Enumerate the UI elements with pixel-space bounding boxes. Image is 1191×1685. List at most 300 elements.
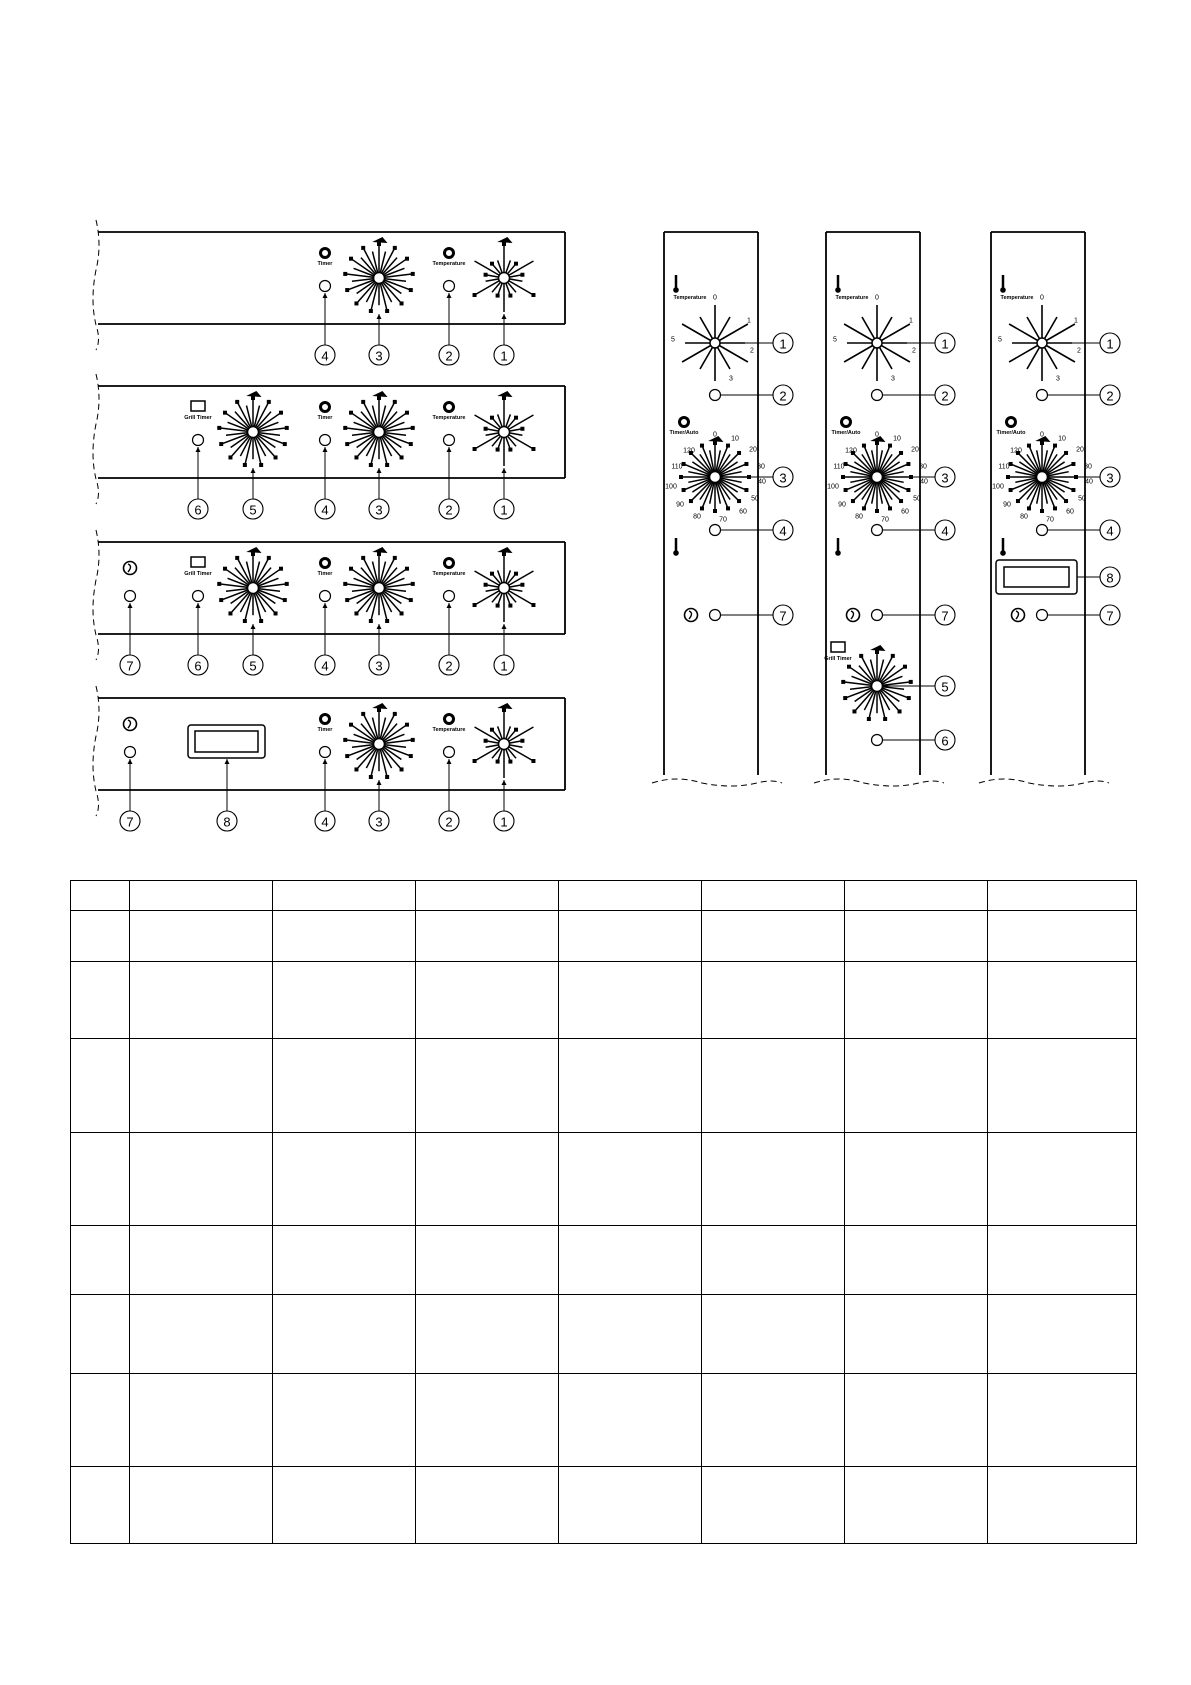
- table-cell: [130, 962, 273, 1039]
- temperature-scale-label: 1: [1074, 317, 1078, 325]
- table-cell: [559, 1295, 702, 1374]
- svg-text:3: 3: [779, 470, 787, 486]
- timer-indicator: [872, 525, 883, 536]
- svg-text:1: 1: [500, 658, 508, 674]
- callout-3: [369, 345, 389, 365]
- temperature-knob: [833, 295, 916, 383]
- callout-2: [439, 655, 459, 675]
- timer-knob: [343, 703, 415, 779]
- temperature-scale-label: 0: [713, 294, 717, 302]
- table-row: [71, 1133, 1137, 1226]
- svg-text:2: 2: [445, 348, 453, 364]
- table-cell: [273, 881, 416, 911]
- grill-timer-indicator: [193, 435, 204, 446]
- leader-arrow: [196, 603, 201, 608]
- svg-text:6: 6: [194, 658, 202, 674]
- callout-1: [935, 333, 955, 353]
- temperature-icon: [433, 401, 466, 421]
- grill-timer-indicator: [872, 735, 883, 746]
- timer-scale-label: 20: [911, 446, 919, 454]
- timer-indicator: [1037, 525, 1048, 536]
- temperature-indicator: [444, 591, 455, 602]
- table-row: [71, 1226, 1137, 1295]
- svg-text:4: 4: [321, 658, 329, 674]
- svg-text:7: 7: [941, 608, 949, 624]
- table-cell: [559, 1467, 702, 1544]
- timer-indicator: [320, 435, 331, 446]
- svg-text:7: 7: [126, 658, 134, 674]
- timer-icon: [318, 713, 334, 733]
- table-cell: [416, 1133, 559, 1226]
- callout-2: [439, 499, 459, 519]
- table-cell: [71, 1226, 130, 1295]
- table-cell: [273, 1295, 416, 1374]
- leader-arrow: [377, 780, 382, 785]
- table-cell: [559, 962, 702, 1039]
- table-cell: [845, 962, 988, 1039]
- leader-arrow: [225, 759, 230, 764]
- table-cell: [130, 1039, 273, 1133]
- temperature-scale-label: 5: [998, 336, 1002, 344]
- callout-7: [773, 605, 793, 625]
- table-cell: [130, 1133, 273, 1226]
- timer-scale-label: 110: [671, 463, 683, 471]
- timer-scale-label: 120: [683, 447, 695, 455]
- svg-text:Temperature: Temperature: [1000, 295, 1034, 301]
- timer-scale-label: 60: [1066, 508, 1074, 516]
- table-cell: [273, 911, 416, 962]
- temperature-knob: [473, 391, 536, 466]
- table-cell: [559, 1374, 702, 1467]
- timer-scale-label: 10: [1058, 435, 1066, 443]
- leader-arrow: [251, 468, 256, 473]
- svg-text:1: 1: [500, 348, 508, 364]
- svg-text:4: 4: [941, 523, 949, 539]
- timer-scale-label: 0: [1040, 431, 1044, 439]
- timer-scale-label: 80: [855, 513, 863, 521]
- leader-arrow: [502, 624, 507, 629]
- table-cell: [559, 1133, 702, 1226]
- temperature-scale-label: 5: [671, 336, 675, 344]
- fan-indicator: [125, 591, 136, 602]
- callout-8: [1100, 567, 1120, 587]
- specification-table: [70, 880, 1137, 1544]
- timer-scale-label: 90: [1003, 501, 1011, 509]
- temperature-scale-label: 3: [1056, 375, 1060, 383]
- svg-text:Temperature: Temperature: [835, 295, 869, 301]
- timer-scale-label: 100: [992, 483, 1004, 491]
- temperature-indicator: [1037, 390, 1048, 401]
- callout-4: [315, 655, 335, 675]
- svg-text:2: 2: [779, 388, 787, 404]
- table-cell: [702, 1039, 845, 1133]
- table-cell: [559, 1039, 702, 1133]
- table-cell: [416, 911, 559, 962]
- table-cell: [71, 962, 130, 1039]
- temperature-scale-label: 2: [1077, 347, 1081, 355]
- timer-scale-label: 0: [713, 431, 717, 439]
- timer-scale-label: 50: [1078, 495, 1086, 503]
- table-cell: [416, 1374, 559, 1467]
- table-row: [71, 911, 1137, 962]
- timer-scale-label: 110: [833, 463, 845, 471]
- svg-text:3: 3: [941, 470, 949, 486]
- thermometer-icon: [1000, 538, 1006, 556]
- svg-text:Grill Timer: Grill Timer: [824, 656, 852, 662]
- timer-scale-label: 60: [901, 508, 909, 516]
- thermometer-icon: [673, 538, 679, 556]
- svg-text:Timer/Auto: Timer/Auto: [669, 430, 699, 436]
- horizontal-panels: [93, 220, 565, 831]
- table-cell: [845, 1039, 988, 1133]
- fan-icon: [685, 609, 698, 622]
- svg-text:7: 7: [779, 608, 787, 624]
- svg-text:Timer: Timer: [317, 261, 333, 267]
- panel-1: [93, 220, 565, 365]
- table-cell: [71, 1467, 130, 1544]
- callout-5: [243, 499, 263, 519]
- svg-text:5: 5: [249, 502, 257, 518]
- table-cell: [845, 1374, 988, 1467]
- callout-3: [773, 467, 793, 487]
- table-cell: [988, 1467, 1137, 1544]
- table-cell: [71, 1295, 130, 1374]
- leader-arrow: [323, 447, 328, 452]
- leader-arrow: [251, 624, 256, 629]
- callout-7: [1100, 605, 1120, 625]
- table-cell: [988, 881, 1137, 911]
- svg-text:4: 4: [779, 523, 787, 539]
- callout-2: [439, 345, 459, 365]
- leader-arrow: [447, 759, 452, 764]
- svg-text:Temperature: Temperature: [432, 261, 466, 267]
- table-cell: [559, 911, 702, 962]
- svg-text:8: 8: [1106, 570, 1114, 586]
- svg-text:7: 7: [1106, 608, 1114, 624]
- table-cell: [130, 881, 273, 911]
- timer-scale-label: 100: [665, 483, 677, 491]
- grill-timer-knob: [217, 547, 289, 623]
- fan-icon: [124, 562, 137, 575]
- callout-5: [935, 676, 955, 696]
- svg-text:1: 1: [779, 336, 787, 352]
- timer-scale-label: 80: [693, 513, 701, 521]
- timer-scale-label: 70: [881, 516, 889, 524]
- table-cell: [273, 1133, 416, 1226]
- callout-1: [494, 499, 514, 519]
- svg-text:Temperature: Temperature: [673, 295, 707, 301]
- callout-7: [935, 605, 955, 625]
- table-cell: [988, 911, 1137, 962]
- svg-text:Grill Timer: Grill Timer: [184, 415, 212, 421]
- table-cell: [273, 1039, 416, 1133]
- table-cell: [71, 881, 130, 911]
- temperature-scale-label: 5: [833, 336, 837, 344]
- timer-scale-label: 10: [893, 435, 901, 443]
- leader-arrow: [323, 603, 328, 608]
- callout-2: [439, 811, 459, 831]
- grill-timer-indicator: [193, 591, 204, 602]
- callout-3: [1100, 467, 1120, 487]
- leader-arrow: [323, 759, 328, 764]
- callout-2: [773, 385, 793, 405]
- callout-6: [188, 655, 208, 675]
- table-cell: [130, 1374, 273, 1467]
- svg-text:1: 1: [500, 814, 508, 830]
- vpanel-1: [652, 232, 793, 786]
- leader-arrow: [502, 780, 507, 785]
- table-cell: [988, 1226, 1137, 1295]
- grill-timer-icon: [184, 401, 212, 421]
- fan-indicator: [710, 610, 721, 621]
- svg-text:4: 4: [321, 814, 329, 830]
- callout-3: [935, 467, 955, 487]
- svg-text:7: 7: [126, 814, 134, 830]
- table-row: [71, 1374, 1137, 1467]
- svg-text:3: 3: [1106, 470, 1114, 486]
- temperature-knob: [473, 547, 536, 622]
- svg-text:Timer: Timer: [317, 727, 333, 733]
- svg-text:2: 2: [445, 658, 453, 674]
- timer-scale-label: 20: [749, 446, 757, 454]
- svg-text:5: 5: [941, 679, 949, 695]
- table-cell: [416, 1226, 559, 1295]
- callout-3: [369, 811, 389, 831]
- svg-text:Temperature: Temperature: [432, 727, 466, 733]
- timer-icon: [670, 416, 700, 436]
- thermometer-icon: [835, 538, 841, 556]
- timer-scale-label: 30: [757, 463, 765, 471]
- leader-arrow: [128, 759, 133, 764]
- leader-arrow: [447, 293, 452, 298]
- leader-arrow: [196, 447, 201, 452]
- timer-scale-label: 90: [838, 501, 846, 509]
- callout-1: [494, 655, 514, 675]
- callout-4: [773, 520, 793, 540]
- svg-text:Timer: Timer: [317, 571, 333, 577]
- grill-timer-icon: [184, 557, 212, 577]
- temperature-scale-label: 3: [729, 375, 733, 383]
- table-cell: [273, 962, 416, 1039]
- temperature-scale-label: 3: [891, 375, 895, 383]
- timer-icon: [318, 557, 334, 577]
- timer-indicator: [320, 281, 331, 292]
- callout-1: [494, 345, 514, 365]
- table-cell: [702, 911, 845, 962]
- svg-text:2: 2: [941, 388, 949, 404]
- callout-4: [315, 811, 335, 831]
- fan-icon: [124, 718, 137, 731]
- table-cell: [988, 1374, 1137, 1467]
- table-cell: [416, 1295, 559, 1374]
- fan-icon: [1012, 609, 1025, 622]
- temperature-knob: [998, 295, 1081, 383]
- table-cell: [71, 1133, 130, 1226]
- table-cell: [702, 1467, 845, 1544]
- timer-scale-label: 80: [1020, 513, 1028, 521]
- svg-text:4: 4: [321, 348, 329, 364]
- table-cell: [845, 1467, 988, 1544]
- timer-knob: [343, 547, 415, 623]
- svg-text:3: 3: [375, 348, 383, 364]
- svg-text:4: 4: [321, 502, 329, 518]
- svg-text:Temperature: Temperature: [432, 415, 466, 421]
- table-cell: [845, 1133, 988, 1226]
- svg-text:Timer: Timer: [317, 415, 333, 421]
- table-cell: [559, 1226, 702, 1295]
- callout-1: [1100, 333, 1120, 353]
- callout-4: [935, 520, 955, 540]
- leader-arrow: [377, 468, 382, 473]
- vpanel-2: [814, 232, 955, 786]
- svg-text:6: 6: [941, 733, 949, 749]
- callout-7: [120, 811, 140, 831]
- table-cell: [273, 1467, 416, 1544]
- temperature-scale-label: 0: [1040, 294, 1044, 302]
- table-cell: [988, 1133, 1137, 1226]
- temperature-knob: [473, 237, 536, 312]
- table-row: [71, 1467, 1137, 1544]
- timer-scale-label: 90: [676, 501, 684, 509]
- temperature-indicator: [444, 281, 455, 292]
- table-cell: [273, 1226, 416, 1295]
- grill-timer-icon: [824, 642, 852, 662]
- callout-4: [315, 499, 335, 519]
- leader-arrow: [128, 603, 133, 608]
- leader-arrow: [377, 624, 382, 629]
- timer-scale-label: 50: [913, 495, 921, 503]
- table-cell: [71, 1374, 130, 1467]
- callout-4: [315, 345, 335, 365]
- timer-scale-label: 40: [1085, 478, 1093, 486]
- temperature-knob: [671, 295, 754, 383]
- vertical-panels: [652, 232, 1120, 786]
- svg-text:4: 4: [1106, 523, 1114, 539]
- timer-scale-label: 40: [920, 478, 928, 486]
- svg-text:Timer/Auto: Timer/Auto: [996, 430, 1026, 436]
- timer-icon: [318, 401, 334, 421]
- table-cell: [845, 911, 988, 962]
- grill-timer-knob: [217, 391, 289, 467]
- timer-scale-label: 120: [1010, 447, 1022, 455]
- temperature-scale-label: 2: [912, 347, 916, 355]
- svg-text:1: 1: [1106, 336, 1114, 352]
- table-row: [71, 1295, 1137, 1374]
- table-cell: [130, 1226, 273, 1295]
- temperature-scale-label: 2: [750, 347, 754, 355]
- timer-scale-label: 40: [758, 478, 766, 486]
- table-cell: [71, 911, 130, 962]
- temperature-icon: [433, 713, 466, 733]
- table-cell: [130, 911, 273, 962]
- table-cell: [273, 1374, 416, 1467]
- timer-scale-label: 30: [1084, 463, 1092, 471]
- table-cell: [845, 1226, 988, 1295]
- svg-text:1: 1: [500, 502, 508, 518]
- svg-text:2: 2: [1106, 388, 1114, 404]
- table-row: [71, 1039, 1137, 1133]
- temperature-icon: [433, 247, 466, 267]
- callout-4: [1100, 520, 1120, 540]
- table-cell: [71, 1039, 130, 1133]
- svg-text:3: 3: [375, 502, 383, 518]
- temperature-scale-label: 0: [875, 294, 879, 302]
- callout-3: [369, 655, 389, 675]
- timer-scale-label: 120: [845, 447, 857, 455]
- table-cell: [702, 962, 845, 1039]
- timer-scale-label: 0: [875, 431, 879, 439]
- timer-icon: [318, 247, 334, 267]
- timer-knob: [343, 391, 415, 467]
- timer-scale-label: 60: [739, 508, 747, 516]
- timer-scale-label: 100: [827, 483, 839, 491]
- grill-timer-knob: [841, 645, 913, 721]
- callout-1: [494, 811, 514, 831]
- timer-scale-label: 110: [998, 463, 1010, 471]
- digital-display: [188, 725, 265, 758]
- table-row: [71, 962, 1137, 1039]
- timer-scale-label: 10: [731, 435, 739, 443]
- fan-indicator: [1037, 610, 1048, 621]
- table-cell: [559, 881, 702, 911]
- timer-indicator: [320, 591, 331, 602]
- svg-text:8: 8: [223, 814, 231, 830]
- table-row: [71, 881, 1137, 911]
- vpanel-3: [979, 232, 1120, 786]
- timer-scale-label: 20: [1076, 446, 1084, 454]
- table-cell: [845, 881, 988, 911]
- leader-arrow: [502, 468, 507, 473]
- timer-knob: [343, 237, 415, 313]
- temperature-indicator: [710, 390, 721, 401]
- fan-indicator: [872, 610, 883, 621]
- table-cell: [416, 1039, 559, 1133]
- temperature-scale-label: 1: [909, 317, 913, 325]
- temperature-indicator: [872, 390, 883, 401]
- table-cell: [845, 1295, 988, 1374]
- svg-text:Temperature: Temperature: [432, 571, 466, 577]
- digital-display: [996, 560, 1077, 594]
- temperature-scale-label: 1: [747, 317, 751, 325]
- panel-3: [93, 530, 565, 675]
- svg-text:6: 6: [194, 502, 202, 518]
- leader-arrow: [447, 447, 452, 452]
- svg-text:3: 3: [375, 658, 383, 674]
- table-cell: [416, 1467, 559, 1544]
- fan-icon: [847, 609, 860, 622]
- table-cell: [130, 1467, 273, 1544]
- table-cell: [702, 1226, 845, 1295]
- leader-arrow: [502, 314, 507, 319]
- timer-scale-label: 70: [1046, 516, 1054, 524]
- callout-3: [369, 499, 389, 519]
- callout-6: [935, 730, 955, 750]
- table-cell: [702, 1374, 845, 1467]
- timer-indicator: [320, 747, 331, 758]
- timer-icon: [832, 416, 862, 436]
- table-cell: [988, 1295, 1137, 1374]
- callout-6: [188, 499, 208, 519]
- callout-5: [243, 655, 263, 675]
- svg-text:2: 2: [445, 502, 453, 518]
- timer-scale-label: 50: [751, 495, 759, 503]
- table-cell: [988, 1039, 1137, 1133]
- table-cell: [988, 962, 1137, 1039]
- table-cell: [416, 881, 559, 911]
- svg-text:Timer/Auto: Timer/Auto: [831, 430, 861, 436]
- thermometer-icon: [673, 275, 706, 301]
- table-cell: [130, 1295, 273, 1374]
